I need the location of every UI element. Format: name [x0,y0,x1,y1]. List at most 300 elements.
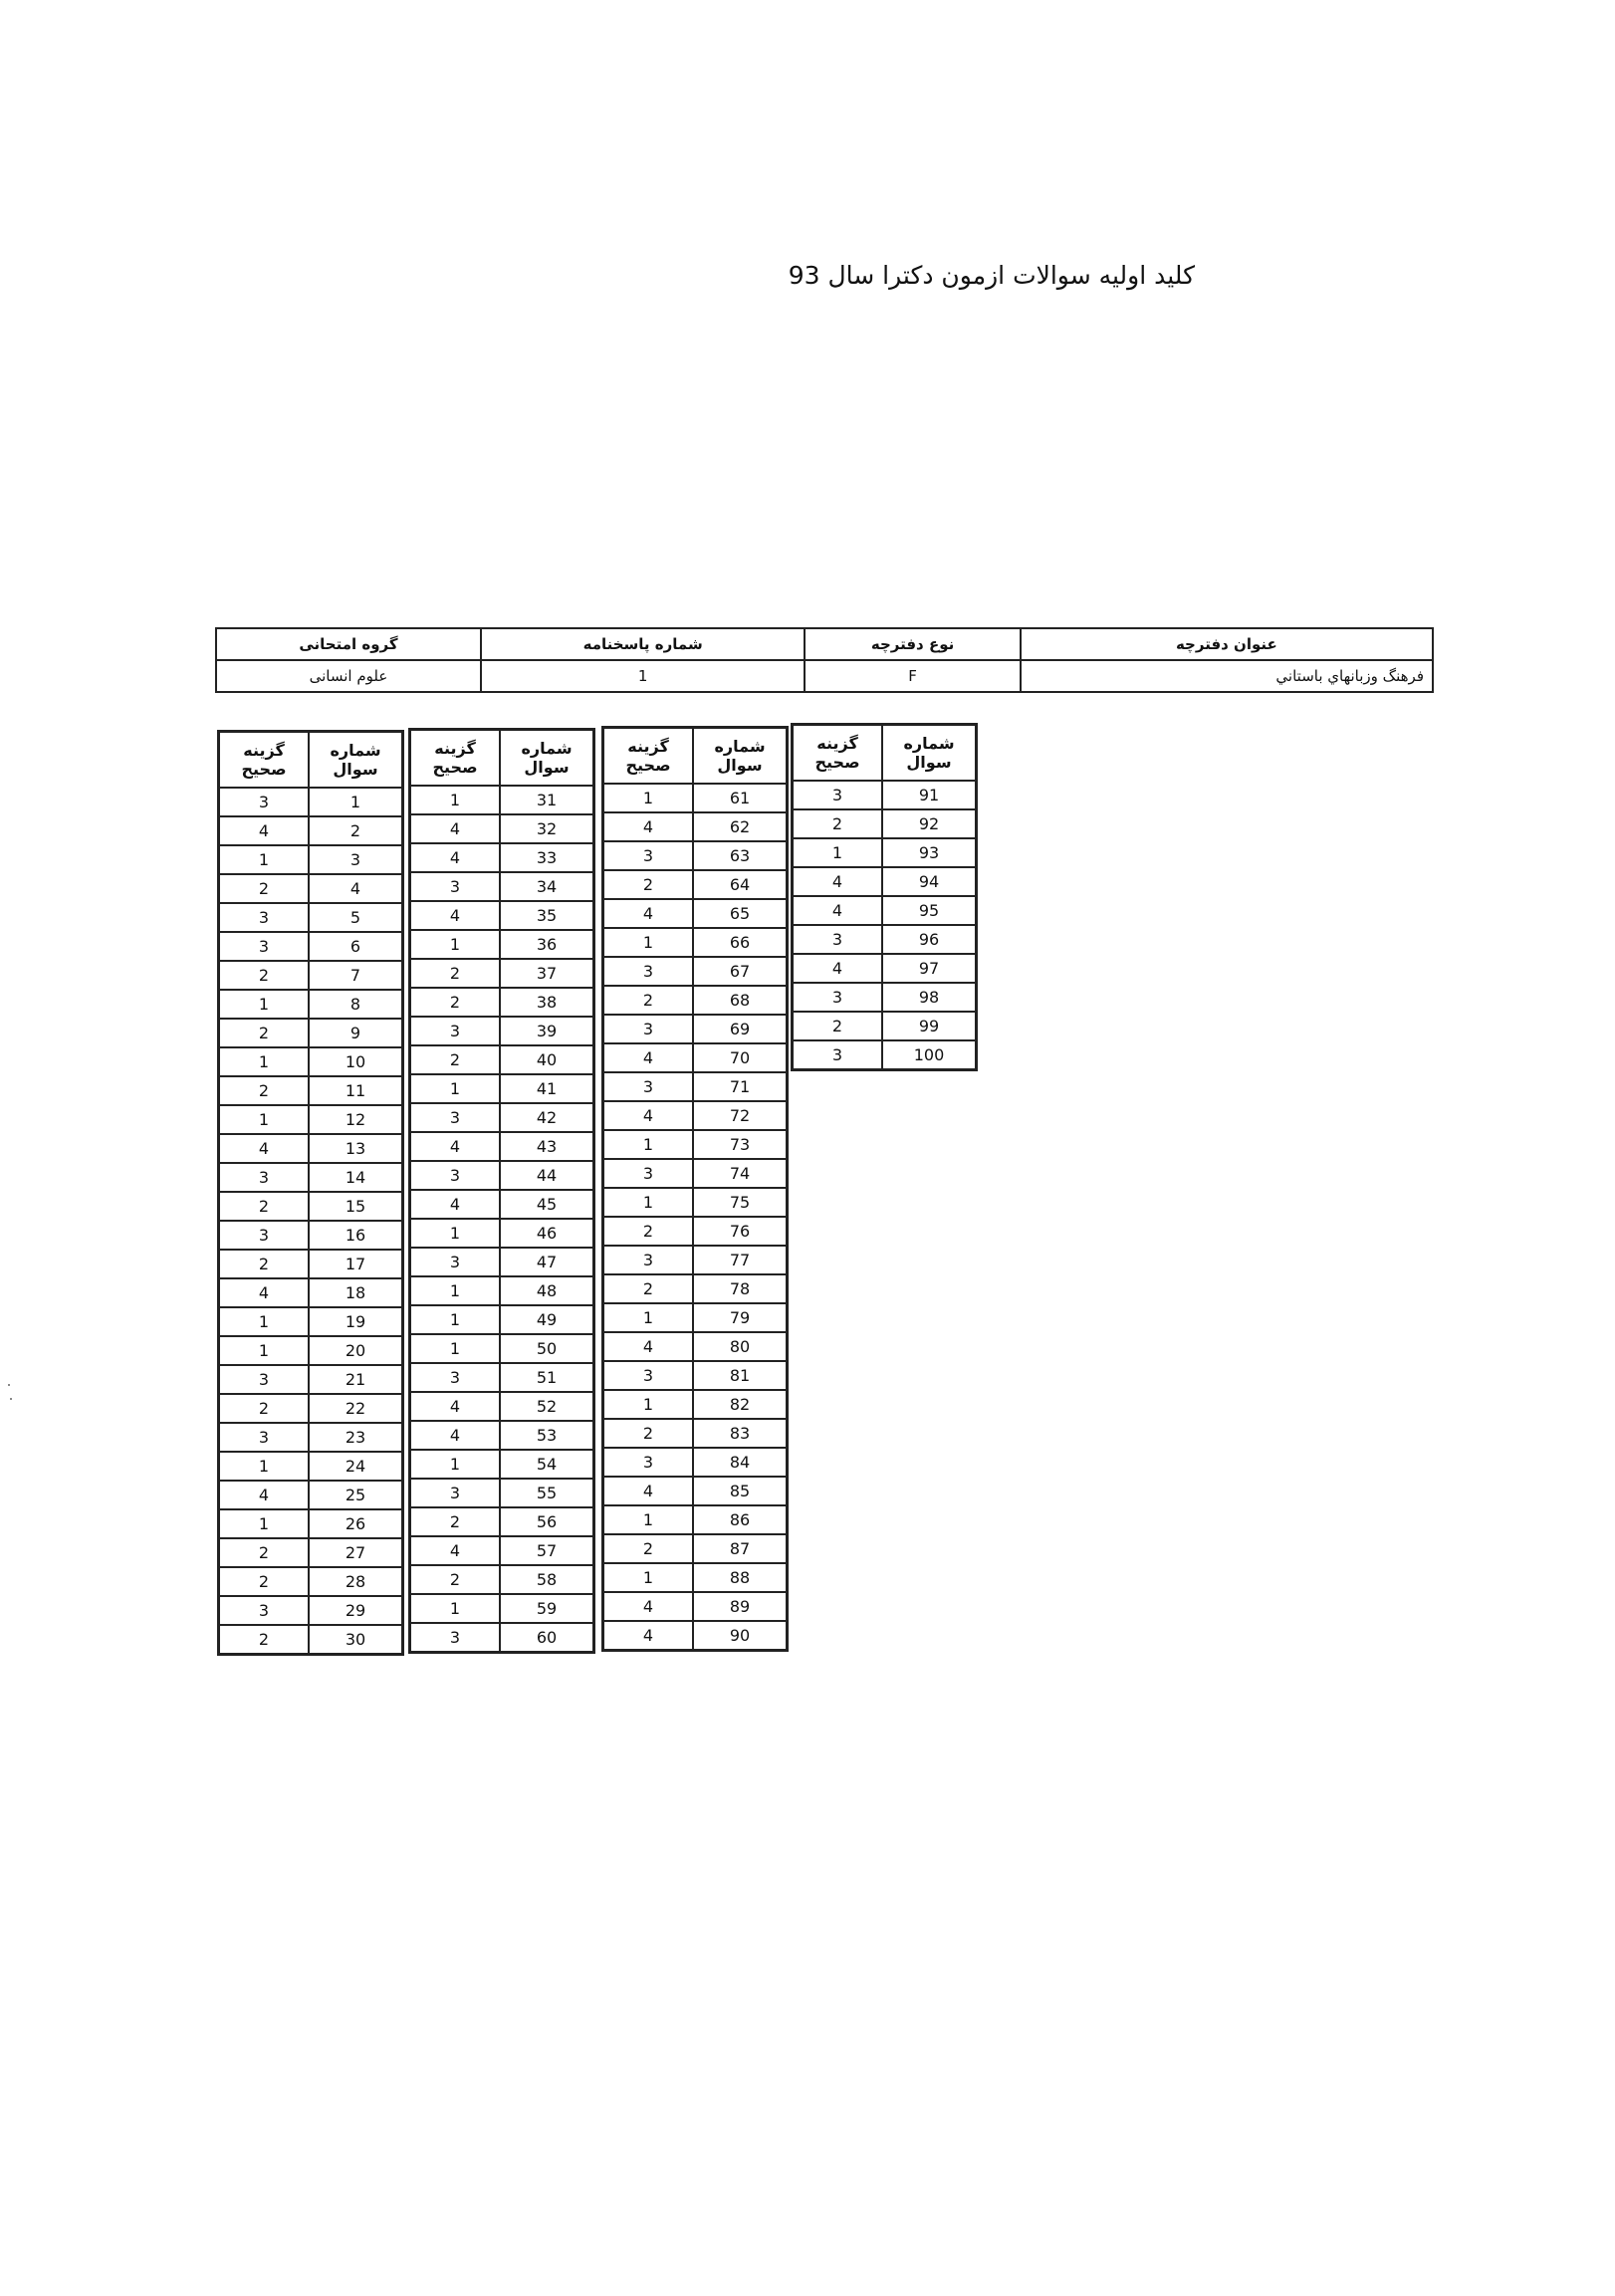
correct-option-cell: 1 [410,1594,501,1623]
question-number-cell: 3 [309,845,403,874]
table-row [219,990,403,1019]
correct-option-cell: 3 [410,1363,501,1392]
correct-option-cell: 4 [603,899,694,928]
question-number-header: شماره سوال [500,730,594,787]
question-number-cell: 90 [693,1621,788,1651]
question-number-cell: 95 [882,896,977,925]
table-row [603,1101,788,1130]
table-row [603,1419,788,1448]
table-row [793,983,977,1012]
question-number-cell: 97 [882,954,977,983]
table-row [603,928,788,957]
question-number-cell: 63 [693,841,788,870]
correct-option-cell: 2 [603,1534,694,1563]
question-number-cell: 67 [693,957,788,986]
booklet-info-table [215,627,1434,693]
question-number-cell: 16 [309,1221,403,1250]
correct-option-cell: 1 [219,1105,310,1134]
question-number-cell: 54 [500,1450,594,1479]
table-row [410,959,594,988]
table-row [410,1074,594,1103]
question-number-cell: 94 [882,867,977,896]
correct-option-cell: 2 [219,1567,310,1596]
correct-option-cell: 3 [603,841,694,870]
table-row [410,1017,594,1045]
table-row [603,1592,788,1621]
table-row [219,1481,403,1509]
correct-option-cell: 4 [793,896,883,925]
question-number-cell: 57 [500,1536,594,1565]
scan-speck [8,1384,10,1386]
question-number-cell: 40 [500,1045,594,1074]
table-row [410,1565,594,1594]
question-number-cell: 47 [500,1248,594,1276]
correct-option-cell: 4 [410,814,501,843]
correct-option-cell: 3 [219,1221,310,1250]
question-number-cell: 71 [693,1072,788,1101]
table-row [603,899,788,928]
correct-option-cell: 3 [410,1017,501,1045]
correct-option-cell: 3 [793,925,883,954]
table-row [219,1336,403,1365]
table-row [219,1394,403,1423]
correct-option-cell: 1 [410,1074,501,1103]
exam-group-value: علوم انسانی [216,660,481,692]
correct-option-cell: 2 [603,986,694,1015]
correct-option-cell: 1 [603,1188,694,1217]
correct-option-cell: 1 [603,1563,694,1592]
correct-option-cell: 3 [219,932,310,961]
table-row [410,1623,594,1653]
table-row [219,1307,403,1336]
question-number-cell: 58 [500,1565,594,1594]
question-number-cell: 81 [693,1361,788,1390]
correct-option-cell: 4 [410,843,501,872]
correct-option-cell: 4 [410,1392,501,1421]
question-number-cell: 78 [693,1274,788,1303]
correct-option-header: گزینه صحیح [219,732,310,789]
question-number-header: شماره سوال [309,732,403,789]
table-row [603,1563,788,1592]
table-row [603,1188,788,1217]
question-number-cell: 93 [882,838,977,867]
answer-key-header-row [603,728,788,785]
table-row [603,1534,788,1563]
correct-option-cell: 1 [219,845,310,874]
table-row [603,957,788,986]
question-number-cell: 75 [693,1188,788,1217]
correct-option-cell: 2 [410,959,501,988]
question-number-cell: 51 [500,1363,594,1392]
correct-option-cell: 3 [793,781,883,809]
table-row [219,961,403,990]
correct-option-cell: 4 [410,1421,501,1450]
correct-option-cell: 2 [219,1250,310,1278]
correct-option-cell: 3 [219,903,310,932]
table-row [603,841,788,870]
question-number-cell: 6 [309,932,403,961]
correct-option-cell: 4 [603,1477,694,1505]
table-row [219,1192,403,1221]
correct-option-cell: 1 [410,930,501,959]
question-number-cell: 59 [500,1594,594,1623]
question-number-cell: 14 [309,1163,403,1192]
question-number-cell: 50 [500,1334,594,1363]
question-number-cell: 28 [309,1567,403,1596]
correct-option-cell: 3 [410,1161,501,1190]
answer-key-header-row [410,730,594,787]
question-number-cell: 73 [693,1130,788,1159]
correct-option-cell: 3 [219,788,310,816]
table-row [410,786,594,814]
correct-option-cell: 2 [219,1538,310,1567]
table-row [219,1221,403,1250]
table-row [410,1363,594,1392]
table-row [410,1536,594,1565]
question-number-cell: 61 [693,784,788,812]
correct-option-cell: 2 [219,1019,310,1047]
question-number-cell: 79 [693,1303,788,1332]
table-row [219,1625,403,1655]
table-row [603,1246,788,1274]
question-number-header: شماره سوال [882,725,977,782]
correct-option-cell: 2 [219,1625,310,1655]
question-number-cell: 100 [882,1040,977,1070]
table-row [410,1305,594,1334]
exam-group-header: گروه امتحانی [216,628,481,660]
table-row [219,845,403,874]
question-number-cell: 23 [309,1423,403,1452]
correct-option-cell: 2 [219,961,310,990]
scan-speck [10,1398,12,1400]
table-row [410,1421,594,1450]
table-row [410,901,594,930]
question-number-cell: 42 [500,1103,594,1132]
question-number-cell: 24 [309,1452,403,1481]
question-number-cell: 60 [500,1623,594,1653]
answer-key-table-4 [791,723,978,1071]
table-row [603,1477,788,1505]
table-row [219,1278,403,1307]
table-row [219,1019,403,1047]
table-row [219,932,403,961]
question-number-cell: 65 [693,899,788,928]
table-row [793,954,977,983]
table-row [219,788,403,816]
correct-option-cell: 2 [603,1217,694,1246]
answer-key-header-row [793,725,977,782]
correct-option-cell: 4 [603,812,694,841]
question-number-cell: 41 [500,1074,594,1103]
question-number-cell: 89 [693,1592,788,1621]
question-number-cell: 1 [309,788,403,816]
question-number-cell: 33 [500,843,594,872]
table-row [219,1596,403,1625]
correct-option-cell: 4 [603,1592,694,1621]
question-number-cell: 92 [882,809,977,838]
correct-option-cell: 4 [793,867,883,896]
correct-option-cell: 2 [793,1012,883,1040]
question-number-cell: 11 [309,1076,403,1105]
table-row [219,874,403,903]
table-row [603,870,788,899]
info-header-row [216,628,1433,660]
table-row [793,867,977,896]
question-number-cell: 44 [500,1161,594,1190]
table-row [219,1047,403,1076]
question-number-cell: 52 [500,1392,594,1421]
table-row [410,1248,594,1276]
question-number-cell: 77 [693,1246,788,1274]
table-row [410,1450,594,1479]
table-row [219,1509,403,1538]
answer-key-table-1 [217,730,404,1656]
correct-option-cell: 1 [219,1307,310,1336]
table-row [603,812,788,841]
table-row [793,896,977,925]
question-number-cell: 20 [309,1336,403,1365]
question-number-cell: 18 [309,1278,403,1307]
table-row [603,1072,788,1101]
correct-option-cell: 1 [793,838,883,867]
question-number-cell: 21 [309,1365,403,1394]
correct-option-cell: 1 [219,1509,310,1538]
question-number-cell: 30 [309,1625,403,1655]
correct-option-cell: 1 [410,1276,501,1305]
question-number-cell: 9 [309,1019,403,1047]
page-title: کلید اولیه سوالات ازمون دکترا سال 93 [788,261,1195,290]
question-number-cell: 31 [500,786,594,814]
correct-option-cell: 2 [603,1274,694,1303]
correct-option-cell: 3 [603,1015,694,1043]
table-row [410,930,594,959]
question-number-cell: 64 [693,870,788,899]
question-number-cell: 36 [500,930,594,959]
question-number-cell: 38 [500,988,594,1017]
correct-option-cell: 2 [410,988,501,1017]
correct-option-cell: 1 [219,1336,310,1365]
question-number-cell: 99 [882,1012,977,1040]
question-number-cell: 49 [500,1305,594,1334]
table-row [603,1448,788,1477]
correct-option-cell: 4 [219,1134,310,1163]
correct-option-cell: 1 [410,1450,501,1479]
correct-option-cell: 1 [603,1390,694,1419]
question-number-cell: 83 [693,1419,788,1448]
correct-option-cell: 3 [603,1072,694,1101]
correct-option-cell: 1 [603,784,694,812]
question-number-cell: 4 [309,874,403,903]
table-row [410,1594,594,1623]
correct-option-cell: 4 [410,1132,501,1161]
question-number-cell: 37 [500,959,594,988]
question-number-cell: 66 [693,928,788,957]
booklet-type-header: نوع دفترچه [805,628,1020,660]
correct-option-cell: 3 [410,1479,501,1507]
table-row [603,1130,788,1159]
question-number-cell: 25 [309,1481,403,1509]
table-row [219,1567,403,1596]
question-number-cell: 69 [693,1015,788,1043]
question-number-cell: 39 [500,1017,594,1045]
question-number-cell: 32 [500,814,594,843]
correct-option-cell: 3 [603,1159,694,1188]
correct-option-header: گزینه صحیح [603,728,694,785]
question-number-cell: 55 [500,1479,594,1507]
question-number-cell: 80 [693,1332,788,1361]
table-row [603,1332,788,1361]
question-number-cell: 84 [693,1448,788,1477]
table-row [603,1015,788,1043]
table-row [603,986,788,1015]
question-number-cell: 26 [309,1509,403,1538]
table-row [603,784,788,812]
question-number-cell: 12 [309,1105,403,1134]
correct-option-cell: 3 [603,1246,694,1274]
question-number-cell: 19 [309,1307,403,1336]
table-row [603,1505,788,1534]
question-number-cell: 76 [693,1217,788,1246]
correct-option-cell: 3 [219,1596,310,1625]
correct-option-cell: 4 [410,1190,501,1219]
question-number-cell: 34 [500,872,594,901]
question-number-cell: 82 [693,1390,788,1419]
question-number-cell: 87 [693,1534,788,1563]
question-number-cell: 8 [309,990,403,1019]
table-row [603,1303,788,1332]
question-number-cell: 91 [882,781,977,809]
correct-option-cell: 2 [410,1507,501,1536]
correct-option-cell: 3 [410,1623,501,1653]
correct-option-cell: 1 [603,1130,694,1159]
answer-sheet-number-header: شماره پاسخنامه [481,628,805,660]
table-row [793,1040,977,1070]
correct-option-cell: 4 [603,1332,694,1361]
question-number-cell: 46 [500,1219,594,1248]
correct-option-cell: 3 [793,1040,883,1070]
correct-option-cell: 1 [603,1303,694,1332]
question-number-header: شماره سوال [693,728,788,785]
table-row [603,1390,788,1419]
correct-option-cell: 2 [410,1565,501,1594]
booklet-title-value: فرهنگ وزبانهاي باستاني [1021,660,1433,692]
correct-option-cell: 4 [603,1043,694,1072]
table-row [793,1012,977,1040]
question-number-cell: 29 [309,1596,403,1625]
question-number-cell: 96 [882,925,977,954]
booklet-title-header: عنوان دفترچه [1021,628,1433,660]
correct-option-cell: 1 [219,1047,310,1076]
correct-option-cell: 3 [219,1365,310,1394]
table-row [793,781,977,809]
correct-option-cell: 4 [219,816,310,845]
correct-option-cell: 1 [603,1505,694,1534]
question-number-cell: 43 [500,1132,594,1161]
table-row [219,816,403,845]
table-row [219,1452,403,1481]
table-row [603,1361,788,1390]
correct-option-cell: 2 [793,809,883,838]
correct-option-cell: 1 [410,1219,501,1248]
correct-option-header: گزینه صحیح [410,730,501,787]
table-row [793,838,977,867]
correct-option-cell: 3 [603,1448,694,1477]
question-number-cell: 70 [693,1043,788,1072]
answer-sheet-number-value: 1 [481,660,805,692]
table-row [603,1621,788,1651]
table-row [603,1274,788,1303]
correct-option-cell: 4 [603,1101,694,1130]
correct-option-cell: 2 [603,870,694,899]
info-value-row [216,660,1433,692]
correct-option-cell: 3 [410,872,501,901]
correct-option-cell: 1 [219,1452,310,1481]
table-row [410,1045,594,1074]
question-number-cell: 56 [500,1507,594,1536]
question-number-cell: 72 [693,1101,788,1130]
correct-option-cell: 4 [603,1621,694,1651]
question-number-cell: 86 [693,1505,788,1534]
correct-option-cell: 2 [219,1394,310,1423]
table-row [410,1507,594,1536]
question-number-cell: 13 [309,1134,403,1163]
question-number-cell: 88 [693,1563,788,1592]
table-row [410,1190,594,1219]
question-number-cell: 53 [500,1421,594,1450]
table-row [410,872,594,901]
question-number-cell: 22 [309,1394,403,1423]
correct-option-cell: 3 [219,1423,310,1452]
table-row [219,903,403,932]
table-row [219,1250,403,1278]
correct-option-cell: 1 [410,1334,501,1363]
correct-option-cell: 1 [603,928,694,957]
question-number-cell: 98 [882,983,977,1012]
table-row [603,1043,788,1072]
correct-option-cell: 4 [410,901,501,930]
table-row [219,1076,403,1105]
table-row [410,1132,594,1161]
correct-option-cell: 3 [603,957,694,986]
table-row [219,1423,403,1452]
correct-option-cell: 2 [219,1076,310,1105]
correct-option-cell: 3 [410,1103,501,1132]
table-row [410,1479,594,1507]
table-row [410,1219,594,1248]
question-number-cell: 7 [309,961,403,990]
correct-option-cell: 2 [410,1045,501,1074]
correct-option-cell: 1 [410,786,501,814]
correct-option-cell: 4 [793,954,883,983]
question-number-cell: 45 [500,1190,594,1219]
correct-option-header: گزینه صحیح [793,725,883,782]
question-number-cell: 85 [693,1477,788,1505]
table-row [219,1134,403,1163]
correct-option-cell: 3 [603,1361,694,1390]
table-row [410,988,594,1017]
table-row [410,1103,594,1132]
correct-option-cell: 3 [793,983,883,1012]
correct-option-cell: 4 [219,1278,310,1307]
table-row [410,814,594,843]
table-row [410,1276,594,1305]
question-number-cell: 5 [309,903,403,932]
table-row [410,1161,594,1190]
table-row [793,809,977,838]
table-row [793,925,977,954]
question-number-cell: 74 [693,1159,788,1188]
correct-option-cell: 4 [219,1481,310,1509]
